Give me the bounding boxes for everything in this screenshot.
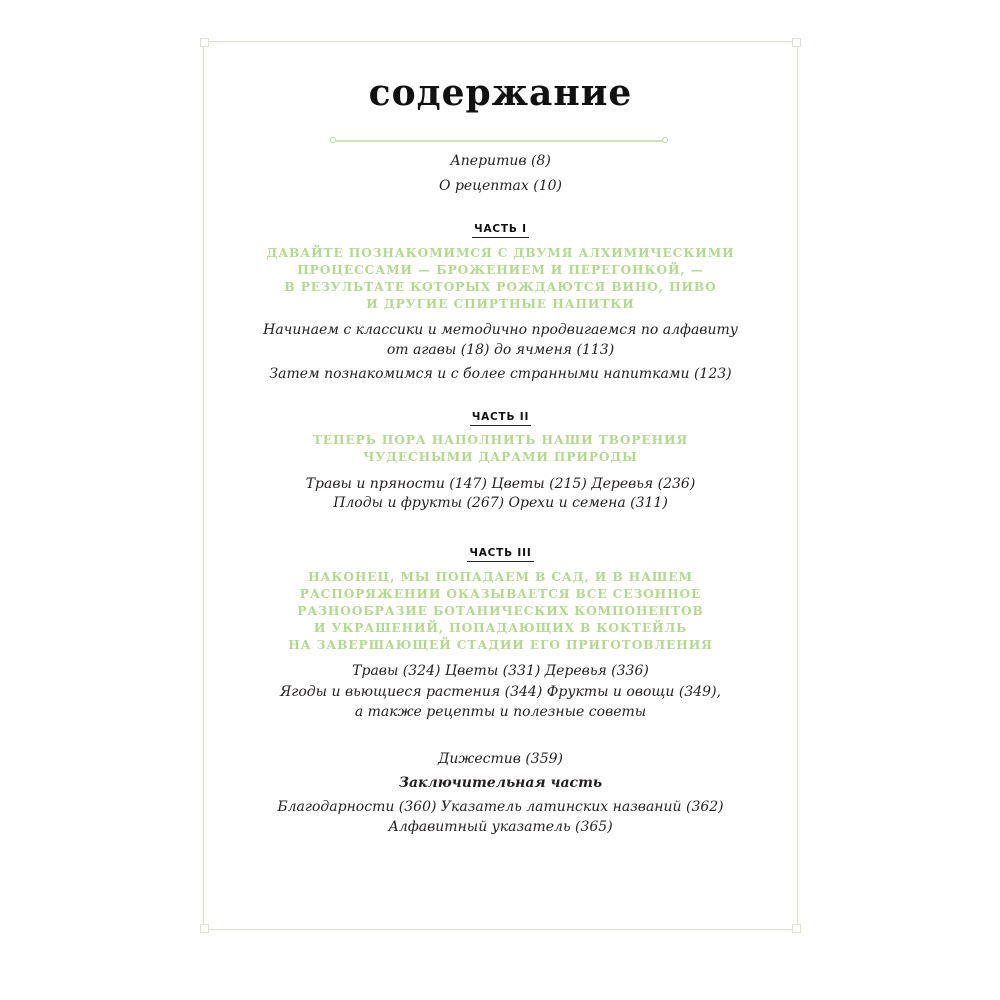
toc-entry-herbs-flowers-trees[interactable]: Травы и пряности (147) Цветы (215) Деревья (236): [305, 476, 696, 492]
toc-entry-strange-drinks[interactable]: Затем познакомимся и с более странными напитками (123): [269, 366, 732, 382]
toc-entry-fruits-nuts[interactable]: Плоды и фрукты (267) Орехи и семена (311): [333, 495, 668, 511]
frame-corner-ornament: [792, 38, 801, 47]
part-1-heading-line: В РЕЗУЛЬТАТЕ КОТОРЫХ РОЖДАЮТСЯ ВИНО, ПИВО: [284, 280, 717, 294]
part-2-heading-line: ТЕПЕРЬ ПОРА НАПОЛНИТЬ НАШИ ТВОРЕНИЯ: [312, 433, 689, 447]
part-1-heading-line: И ДРУГИЕ СПИРТНЫЕ НАПИТКИ: [366, 297, 635, 311]
part-2-label: ЧАСТЬ II: [203, 410, 798, 426]
toc-entry-classics[interactable]: Начинаем с классики и методично продвигаемся по алфавиту: [263, 322, 738, 338]
divider-dot-icon: [662, 137, 668, 143]
part-1-label: ЧАСТЬ I: [203, 222, 798, 238]
part-3-heading-line: НА ЗАВЕРШАЮЩЕЙ СТАДИИ ЕГО ПРИГОТОВЛЕНИЯ: [288, 638, 713, 652]
part-3-heading-line: РАЗНООБРАЗИЕ БОТАНИЧЕСКИХ КОМПОНЕНТОВ: [297, 604, 704, 618]
toc-entry-aperitif[interactable]: Аперитив (8): [450, 153, 551, 169]
toc-entry-alphabetical-index[interactable]: Алфавитный указатель (365): [388, 819, 613, 835]
part-3-heading-line: РАСПОРЯЖЕНИИ ОКАЗЫВАЕТСЯ ВСЕ СЕЗОННОЕ: [299, 587, 702, 601]
toc-entry-about-recipes[interactable]: О рецептах (10): [439, 178, 562, 194]
toc-entry-berries-fruits[interactable]: Ягоды и вьющиеся растения (344) Фрукты и овощи (349),: [280, 684, 721, 700]
page-title: содержание: [368, 72, 633, 114]
toc-entry-garden-herbs[interactable]: Травы (324) Цветы (331) Деревья (336): [352, 663, 649, 679]
final-part-heading: Заключительная часть: [398, 775, 603, 791]
part-1-heading-line: ПРОЦЕССАМИ — БРОЖЕНИЕМ И ПЕРЕГОНКОЙ, —: [297, 263, 704, 277]
part-3-heading-line: И УКРАШЕНИЙ, ПОПАДАЮЩИХ В КОКТЕЙЛЬ: [313, 621, 688, 635]
toc-entry-agave-barley[interactable]: от агавы (18) до ячменя (113): [386, 342, 615, 358]
toc-entry-recipes-tips[interactable]: а также рецепты и полезные советы: [354, 704, 647, 720]
toc-entry-digestif[interactable]: Дижестив (359): [438, 751, 563, 767]
part-3-label: ЧАСТЬ III: [203, 546, 798, 562]
part-2-heading-line: ЧУДЕСНЫМИ ДАРАМИ ПРИРОДЫ: [363, 450, 638, 464]
toc-entry-acknowledgements[interactable]: Благодарности (360) Указатель латинских названий (362): [277, 799, 724, 815]
part-1-heading-line: ДАВАЙТЕ ПОЗНАКОМИМСЯ С ДВУМЯ АЛХИМИЧЕСКИМИ: [266, 246, 735, 260]
part-3-heading-line: НАКОНЕЦ, МЫ ПОПАДАЕМ В САД, И В НАШЕМ: [308, 570, 693, 584]
frame-corner-ornament: [792, 924, 801, 933]
divider-dot-icon: [330, 137, 336, 143]
frame-corner-ornament: [200, 924, 209, 933]
frame-corner-ornament: [200, 38, 209, 47]
title-divider: [336, 140, 662, 142]
